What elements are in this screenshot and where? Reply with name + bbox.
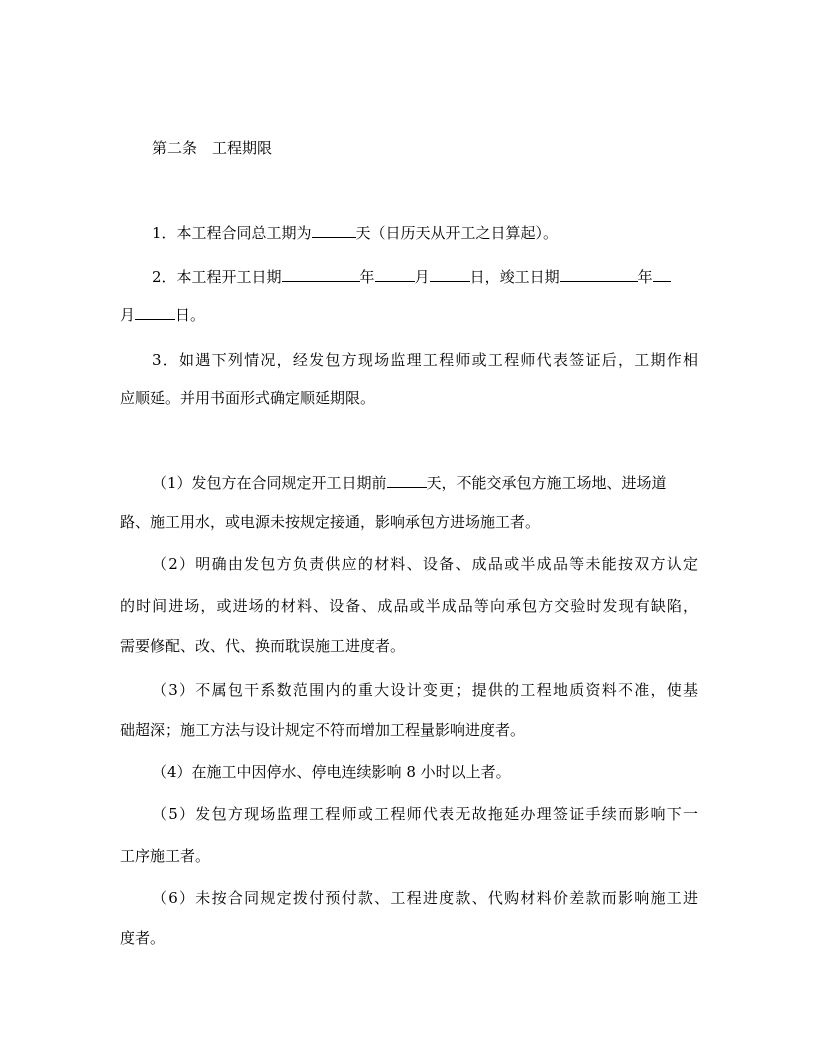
condition-3-line-1: （3）不属包干系数范围内的重大设计变更；提供的工程地质资料不准，使基 bbox=[152, 681, 698, 699]
total-days-blank[interactable] bbox=[312, 222, 356, 238]
condition-1-suffix: 天，不能交承包方施工场地、进场道 bbox=[426, 474, 667, 492]
condition-1-line-2: 路、施工用水，或电源未按规定接通，影响承包方进场施工者。 bbox=[120, 513, 541, 531]
end-year-blank[interactable] bbox=[560, 266, 638, 282]
condition-5-line-2: 工序施工者。 bbox=[120, 847, 211, 865]
end-month-label: 月 bbox=[120, 306, 136, 324]
end-day-blank[interactable] bbox=[135, 304, 175, 320]
start-day-blank[interactable] bbox=[430, 266, 470, 282]
end-month-blank-part1[interactable] bbox=[653, 266, 671, 282]
condition-2-line-1: （2）明确由发包方负责供应的材料、设备、成品或半成品等未能按双方认定 bbox=[152, 555, 698, 573]
start-month-blank[interactable] bbox=[375, 266, 415, 282]
section-title: 第二条 工程期限 bbox=[152, 139, 273, 157]
condition-5-line-1: （5）发包方现场监理工程师或工程师代表无故拖延办理签证手续而影响下一 bbox=[152, 805, 698, 823]
condition-3-line-2: 础超深；施工方法与设计规定不符而增加工程量影响进度者。 bbox=[120, 721, 526, 739]
start-month-label: 月 bbox=[414, 268, 430, 286]
condition-6-line-1: （6）未按合同规定拨付预付款、工程进度款、代购材料价差款而影响施工进 bbox=[152, 889, 698, 907]
paragraph-item-2 bbox=[152, 266, 698, 286]
item-1-suffix: 天（日历天从开工之日算起）。 bbox=[355, 224, 559, 242]
condition-1-line-1 bbox=[152, 472, 698, 492]
paragraph-item-2-cont bbox=[120, 304, 698, 324]
start-year-label: 年 bbox=[359, 268, 375, 286]
paragraph-item-3-line-1: 3．如遇下列情况，经发包方现场监理工程师或工程师代表签证后，工期作相 bbox=[152, 351, 698, 369]
item-2-prefix: 2．本工程开工日期 bbox=[152, 268, 282, 286]
start-day-label: 日，竣工日期 bbox=[469, 268, 560, 286]
paragraph-item-1 bbox=[152, 222, 698, 242]
start-year-blank[interactable] bbox=[282, 266, 360, 282]
condition-1-days-blank[interactable] bbox=[387, 472, 427, 488]
condition-6-line-2: 度者。 bbox=[120, 929, 166, 947]
condition-4-line-1: （4）在施工中因停水、停电连续影响 8 小时以上者。 bbox=[152, 763, 511, 781]
condition-1-prefix: （1）发包方在合同规定开工日期前 bbox=[152, 474, 387, 492]
end-year-label: 年 bbox=[637, 268, 653, 286]
condition-2-line-2: 的时间进场，或进场的材料、设备、成品或半成品等向承包方交验时发现有缺陷， bbox=[120, 597, 698, 615]
condition-2-line-3: 需要修配、改、代、换而耽误施工进度者。 bbox=[120, 637, 406, 655]
end-day-label: 日。 bbox=[175, 306, 206, 324]
paragraph-item-3-line-2: 应顺延。并用书面形式确定顺延期限。 bbox=[120, 389, 376, 407]
item-1-prefix: 1．本工程合同总工期为 bbox=[152, 224, 312, 242]
